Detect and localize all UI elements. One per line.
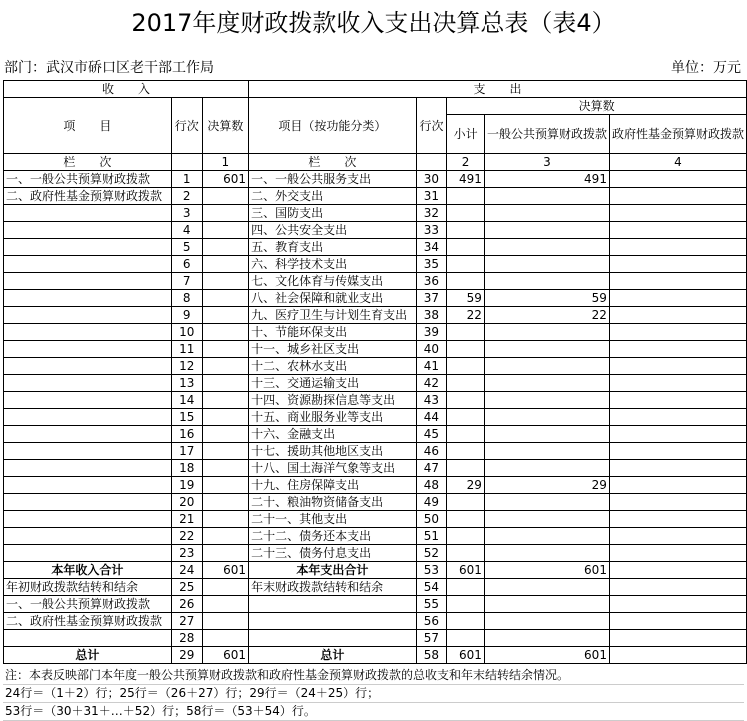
income-item (4, 443, 172, 460)
expense-subtotal (447, 205, 485, 222)
table-row (4, 579, 747, 596)
expense-gov-fund (609, 494, 746, 511)
expense-item: 二十二、债务还本支出 (249, 528, 417, 545)
row-number-2: 40 (416, 341, 447, 358)
note-line: 53行＝（30＋31＋…＋52）行；58行＝（53＋54）行。 (3, 703, 744, 721)
expense-item: 二、外交支出 (249, 188, 417, 205)
expense-general-budget (484, 596, 609, 613)
row-number-2: 50 (416, 511, 447, 528)
expense-item: 二十、粮油物资储备支出 (249, 494, 417, 511)
income-amount (202, 545, 248, 562)
row-no-header-2: 行次 (416, 98, 447, 154)
table-row (4, 256, 747, 273)
expense-general-budget (484, 341, 609, 358)
row-number-2: 58 (416, 647, 447, 664)
income-amount (202, 375, 248, 392)
row-number-2: 39 (416, 324, 447, 341)
table-row (4, 358, 747, 375)
row-number-2: 55 (416, 596, 447, 613)
expense-item: 十八、国土海洋气象等支出 (249, 460, 417, 477)
unit-label: 单位：万元 (671, 60, 741, 76)
table-row (4, 494, 747, 511)
expense-general-budget (484, 188, 609, 205)
table-row (4, 273, 747, 290)
expense-general-budget: 491 (484, 171, 609, 188)
expense-header: 支 出 (249, 81, 747, 98)
expense-gov-fund (609, 511, 746, 528)
expense-subtotal (447, 375, 485, 392)
expense-gov-fund (609, 392, 746, 409)
income-item (4, 545, 172, 562)
income-amount (202, 460, 248, 477)
row-number-2: 37 (416, 290, 447, 307)
row-number-2: 41 (416, 358, 447, 375)
expense-subtotal: 601 (447, 647, 485, 664)
expense-item: 十三、交通运输支出 (249, 375, 417, 392)
expense-item: 十六、金融支出 (249, 426, 417, 443)
row-number: 3 (171, 205, 202, 222)
income-amount (202, 477, 248, 494)
expense-subtotal (447, 426, 485, 443)
expense-general-budget (484, 256, 609, 273)
income-item (4, 630, 172, 647)
row-number: 20 (171, 494, 202, 511)
income-amount (202, 409, 248, 426)
expense-subtotal: 491 (447, 171, 485, 188)
expense-gov-fund (609, 290, 746, 307)
expense-general-budget (484, 324, 609, 341)
row-number-2: 36 (416, 273, 447, 290)
department-label: 部门：武汉市硚口区老干部工作局 (4, 60, 214, 76)
income-amount (202, 324, 248, 341)
income-amount (202, 239, 248, 256)
general-budget-header: 一般公共预算财政拨款 (484, 115, 609, 154)
row-number: 5 (171, 239, 202, 256)
table-row (4, 613, 747, 630)
income-item (4, 341, 172, 358)
expense-general-budget (484, 443, 609, 460)
row-number-2: 30 (416, 171, 447, 188)
income-amount (202, 613, 248, 630)
column-number: 1 (202, 154, 248, 171)
expense-item: 总计 (249, 647, 417, 664)
row-number-2: 57 (416, 630, 447, 647)
row-number-2: 35 (416, 256, 447, 273)
expense-general-budget (484, 460, 609, 477)
row-number-2: 53 (416, 562, 447, 579)
table-row (4, 545, 747, 562)
row-number: 8 (171, 290, 202, 307)
table-row (4, 477, 747, 494)
column-number: 2 (447, 154, 485, 171)
expense-subtotal (447, 409, 485, 426)
expense-general-budget (484, 528, 609, 545)
expense-item: 五、教育支出 (249, 239, 417, 256)
row-number: 6 (171, 256, 202, 273)
expense-general-budget (484, 579, 609, 596)
expense-general-budget (484, 630, 609, 647)
subtotal-header: 小计 (447, 115, 485, 154)
table-row (4, 562, 747, 579)
expense-item: 六、科学技术支出 (249, 256, 417, 273)
expense-item: 十一、城乡社区支出 (249, 341, 417, 358)
row-number: 12 (171, 358, 202, 375)
income-item (4, 222, 172, 239)
expense-item: 十五、商业服务业等支出 (249, 409, 417, 426)
income-item (4, 460, 172, 477)
income-item (4, 426, 172, 443)
income-item (4, 307, 172, 324)
expense-gov-fund (609, 324, 746, 341)
table-row (4, 443, 747, 460)
expense-item: 年末财政拨款结转和结余 (249, 579, 417, 596)
table-row (4, 528, 747, 545)
income-item (4, 511, 172, 528)
income-amount (202, 205, 248, 222)
table-row (4, 596, 747, 613)
budget-table (3, 80, 747, 664)
row-number: 28 (171, 630, 202, 647)
income-item (4, 205, 172, 222)
expense-subtotal (447, 443, 485, 460)
expense-subtotal (447, 222, 485, 239)
column-label-2: 栏 次 (249, 154, 417, 171)
income-amount (202, 222, 248, 239)
expense-gov-fund (609, 256, 746, 273)
row-number: 7 (171, 273, 202, 290)
column-number: 3 (484, 154, 609, 171)
expense-general-budget (484, 409, 609, 426)
expense-general-budget: 22 (484, 307, 609, 324)
expense-subtotal: 59 (447, 290, 485, 307)
expense-item: 十、节能环保支出 (249, 324, 417, 341)
income-item: 一、一般公共预算财政拨款 (4, 171, 172, 188)
notes (3, 667, 744, 721)
expense-general-budget: 601 (484, 647, 609, 664)
item-by-function-header: 项目（按功能分类） (249, 98, 417, 154)
row-number-2: 47 (416, 460, 447, 477)
expense-general-budget: 59 (484, 290, 609, 307)
row-number: 4 (171, 222, 202, 239)
row-number-2: 52 (416, 545, 447, 562)
row-number: 10 (171, 324, 202, 341)
expense-general-budget (484, 392, 609, 409)
row-number: 22 (171, 528, 202, 545)
income-amount (202, 256, 248, 273)
income-item: 总计 (4, 647, 172, 664)
income-amount (202, 443, 248, 460)
table-row (4, 511, 747, 528)
income-item (4, 409, 172, 426)
income-amount (202, 630, 248, 647)
income-item: 本年收入合计 (4, 562, 172, 579)
expense-gov-fund (609, 409, 746, 426)
income-item (4, 273, 172, 290)
expense-item: 二十一、其他支出 (249, 511, 417, 528)
row-number: 29 (171, 647, 202, 664)
expense-gov-fund (609, 613, 746, 630)
income-item (4, 358, 172, 375)
row-number: 1 (171, 171, 202, 188)
row-number: 11 (171, 341, 202, 358)
expense-gov-fund (609, 477, 746, 494)
row-number-2: 48 (416, 477, 447, 494)
expense-subtotal (447, 579, 485, 596)
row-number: 14 (171, 392, 202, 409)
row-number: 24 (171, 562, 202, 579)
expense-subtotal (447, 392, 485, 409)
expense-subtotal (447, 630, 485, 647)
expense-item: 二十三、债务付息支出 (249, 545, 417, 562)
expense-general-budget (484, 222, 609, 239)
expense-item: 本年支出合计 (249, 562, 417, 579)
row-number: 27 (171, 613, 202, 630)
row-number-2: 33 (416, 222, 447, 239)
row-number: 9 (171, 307, 202, 324)
income-amount: 601 (202, 647, 248, 664)
row-number-2: 56 (416, 613, 447, 630)
expense-general-budget (484, 239, 609, 256)
note-line: 注：本表反映部门本年度一般公共预算财政拨款和政府性基金预算财政拨款的总收支和年末结转结余情况。 (3, 667, 744, 685)
table-row (4, 630, 747, 647)
expense-subtotal (447, 596, 485, 613)
table-row (4, 205, 747, 222)
table-row (4, 222, 747, 239)
income-header: 收 入 (4, 81, 249, 98)
expense-general-budget (484, 358, 609, 375)
income-amount (202, 273, 248, 290)
table-row (4, 647, 747, 664)
income-amount (202, 579, 248, 596)
expense-gov-fund (609, 358, 746, 375)
table-row (4, 188, 747, 205)
expense-subtotal (447, 460, 485, 477)
report-title: 2017年度财政拨款收入支出决算总表（表4） (131, 9, 616, 37)
income-item (4, 494, 172, 511)
expense-subtotal (447, 613, 485, 630)
income-amount (202, 596, 248, 613)
expense-gov-fund (609, 630, 746, 647)
final-amount-header: 决算数 (202, 98, 248, 154)
expense-subtotal: 29 (447, 477, 485, 494)
income-item (4, 324, 172, 341)
income-item: 年初财政拨款结转和结余 (4, 579, 172, 596)
expense-gov-fund (609, 460, 746, 477)
expense-general-budget (484, 545, 609, 562)
expense-item (249, 613, 417, 630)
expense-subtotal (447, 324, 485, 341)
expense-gov-fund (609, 579, 746, 596)
income-item (4, 290, 172, 307)
row-number-2: 46 (416, 443, 447, 460)
expense-subtotal (447, 273, 485, 290)
table-row (4, 171, 747, 188)
table-row (4, 307, 747, 324)
row-number-2: 44 (416, 409, 447, 426)
income-item (4, 239, 172, 256)
income-item (4, 392, 172, 409)
row-number-2: 51 (416, 528, 447, 545)
row-number-2: 42 (416, 375, 447, 392)
expense-gov-fund (609, 596, 746, 613)
income-item (4, 256, 172, 273)
expense-general-budget (484, 494, 609, 511)
row-number-2: 34 (416, 239, 447, 256)
expense-gov-fund (609, 528, 746, 545)
income-amount (202, 494, 248, 511)
expense-general-budget (484, 273, 609, 290)
table-row (4, 375, 747, 392)
expense-item: 十九、住房保障支出 (249, 477, 417, 494)
income-amount (202, 528, 248, 545)
income-amount: 601 (202, 562, 248, 579)
income-item (4, 477, 172, 494)
row-number-2: 43 (416, 392, 447, 409)
income-amount (202, 290, 248, 307)
income-item: 一、一般公共预算财政拨款 (4, 596, 172, 613)
expense-gov-fund (609, 647, 746, 664)
row-number: 26 (171, 596, 202, 613)
income-amount (202, 392, 248, 409)
income-amount (202, 341, 248, 358)
expense-general-budget (484, 205, 609, 222)
column-number: 4 (609, 154, 746, 171)
table-row (4, 341, 747, 358)
expense-item: 三、国防支出 (249, 205, 417, 222)
row-number-2: 32 (416, 205, 447, 222)
expense-item: 十四、资源勘探信息等支出 (249, 392, 417, 409)
note-line: 24行＝（1＋2）行；25行＝（26＋27）行；29行＝（24＋25）行； (3, 685, 744, 703)
expense-item: 十七、援助其他地区支出 (249, 443, 417, 460)
row-number: 23 (171, 545, 202, 562)
income-amount (202, 511, 248, 528)
row-number: 2 (171, 188, 202, 205)
final-group-header: 决算数 (447, 98, 747, 115)
column-label: 栏 次 (4, 154, 172, 171)
income-amount (202, 188, 248, 205)
expense-subtotal (447, 358, 485, 375)
expense-gov-fund (609, 562, 746, 579)
row-number-2: 31 (416, 188, 447, 205)
expense-gov-fund (609, 273, 746, 290)
expense-subtotal (447, 511, 485, 528)
expense-gov-fund (609, 341, 746, 358)
income-item (4, 375, 172, 392)
gov-fund-header: 政府性基金预算财政拨款 (609, 115, 746, 154)
expense-subtotal (447, 239, 485, 256)
expense-subtotal (447, 188, 485, 205)
expense-subtotal (447, 256, 485, 273)
expense-gov-fund (609, 188, 746, 205)
item-header: 项 目 (4, 98, 172, 154)
expense-gov-fund (609, 171, 746, 188)
expense-gov-fund (609, 222, 746, 239)
income-item: 二、政府性基金预算财政拨款 (4, 188, 172, 205)
expense-gov-fund (609, 426, 746, 443)
row-number: 17 (171, 443, 202, 460)
expense-gov-fund (609, 545, 746, 562)
expense-general-budget (484, 375, 609, 392)
row-number: 19 (171, 477, 202, 494)
table-row (4, 392, 747, 409)
expense-item (249, 596, 417, 613)
table-row (4, 324, 747, 341)
expense-item (249, 630, 417, 647)
expense-item: 七、文化体育与传媒支出 (249, 273, 417, 290)
expense-general-budget (484, 613, 609, 630)
row-number: 15 (171, 409, 202, 426)
expense-general-budget: 29 (484, 477, 609, 494)
expense-general-budget (484, 511, 609, 528)
expense-gov-fund (609, 375, 746, 392)
row-number: 18 (171, 460, 202, 477)
income-item (4, 528, 172, 545)
row-number-2: 38 (416, 307, 447, 324)
expense-subtotal: 601 (447, 562, 485, 579)
income-amount (202, 307, 248, 324)
expense-item: 八、社会保障和就业支出 (249, 290, 417, 307)
income-item: 二、政府性基金预算财政拨款 (4, 613, 172, 630)
row-number: 25 (171, 579, 202, 596)
income-amount (202, 358, 248, 375)
row-number-2: 45 (416, 426, 447, 443)
table-row (4, 409, 747, 426)
expense-gov-fund (609, 307, 746, 324)
row-number: 13 (171, 375, 202, 392)
expense-item: 四、公共安全支出 (249, 222, 417, 239)
expense-general-budget (484, 426, 609, 443)
expense-subtotal (447, 545, 485, 562)
expense-item: 一、一般公共服务支出 (249, 171, 417, 188)
expense-subtotal (447, 494, 485, 511)
row-no-header: 行次 (171, 98, 202, 154)
table-row (4, 239, 747, 256)
row-number: 21 (171, 511, 202, 528)
expense-general-budget: 601 (484, 562, 609, 579)
income-amount (202, 426, 248, 443)
expense-subtotal: 22 (447, 307, 485, 324)
expense-gov-fund (609, 205, 746, 222)
expense-item: 九、医疗卫生与计划生育支出 (249, 307, 417, 324)
table-row (4, 460, 747, 477)
expense-item: 十二、农林水支出 (249, 358, 417, 375)
row-number: 16 (171, 426, 202, 443)
expense-gov-fund (609, 239, 746, 256)
expense-subtotal (447, 528, 485, 545)
table-row (4, 426, 747, 443)
row-number-2: 54 (416, 579, 447, 596)
table-row (4, 290, 747, 307)
row-number-2: 49 (416, 494, 447, 511)
income-amount: 601 (202, 171, 248, 188)
expense-subtotal (447, 341, 485, 358)
expense-gov-fund (609, 443, 746, 460)
